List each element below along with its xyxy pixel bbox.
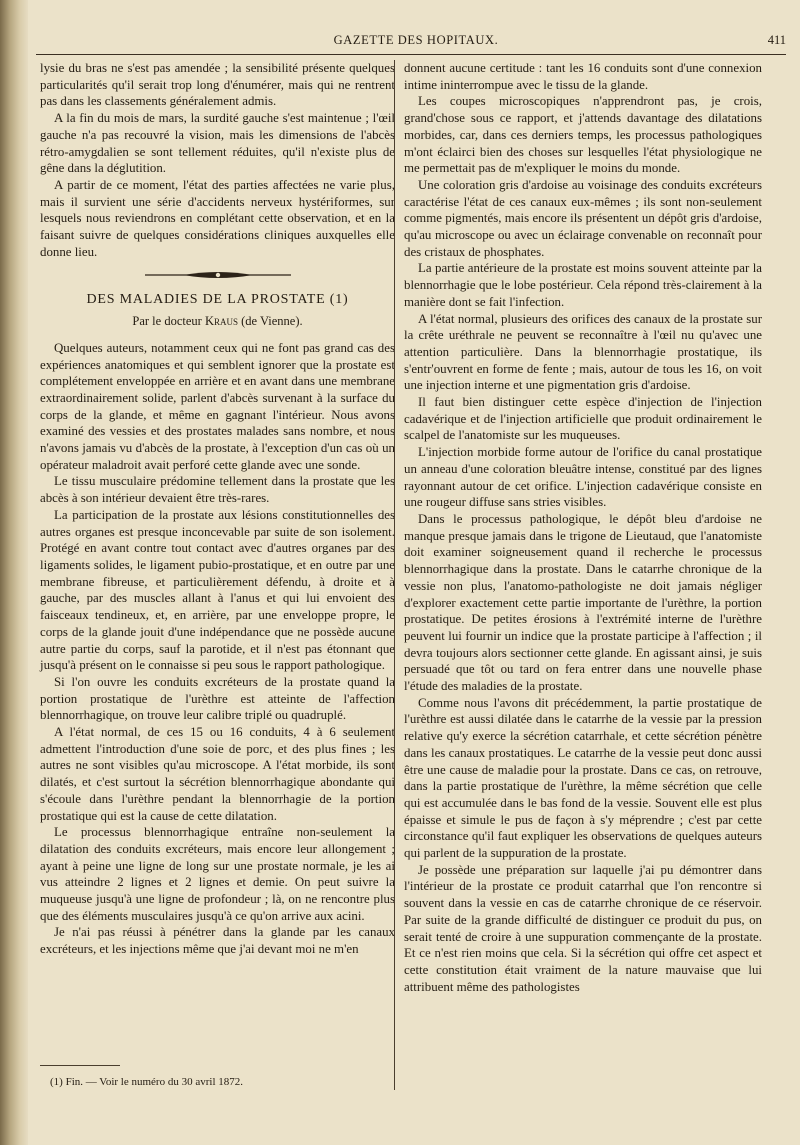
book-binding-edge <box>0 0 28 1145</box>
paragraph: donnent aucune certitude : tant les 16 conduits sont d'une connexion intime ininterrompue avec le tissu de la glande. <box>404 61 762 92</box>
paragraph: lysie du bras ne s'est pas amendée ; la sensibilité présente quelques particularités qu'il serait trop long d'énumérer, mais qui ne rentrent pas dans les classements généralement admis. <box>40 61 395 109</box>
paragraph: A l'état normal, plusieurs des orifices des canaux de la prostate sur la crête uréthrale ne peuvent se reconnaître à l'œil nu qu'avec une attention particulière. Dans la blennorrhagie prostatique, ils s'entr'ouvrent en forme de fente ; mais, autour de tous les 16, on voit une injection interne et une pigmentation gris d'ardoise. <box>404 311 762 393</box>
paragraph: Une coloration gris d'ardoise au voisinage des conduits excréteurs caractérise l'état de ces canaux eux-mêmes ; ils sont non-seulement comme pigmentés, mais encore ils présentent un dépôt gris d'ardoise, qu'au microscope ou avec un éclairage convenable on reconnaît pour des cristaux de phosphates. <box>404 177 762 259</box>
paragraph: La participation de la prostate aux lésions constitutionnelles des autres organes est presque inconcevable par suite de son isolement. Protégé en avant contre tout contact avec d'autres organes par des ligaments solides, le ligament pubio-prostatique, et en outre par une membrane fibreuse, et particulièrement défendu, à droite et à gauche, par des muscles allant à l'anus et qui lui envoient des faisceaux tendineux, et, en arrière, par une enveloppe propre, le corps de la glande jouit d'une indépendance que ne possède aucune autre partie du corps, sauf la parotide, et il n'est pas étonnant que jusqu'à présent on le connaisse si peu sous le rapport pathologique. <box>40 507 395 673</box>
paragraph: L'injection morbide forme autour de l'orifice du canal prostatique un anneau d'une coloration bleuâtre intense, constitué par des lignes rayonnant autour de cet orifice. L'injection cadavérique consiste en une rougeur diffuse sans stries visibles. <box>404 445 762 510</box>
byline-author: Kraus <box>204 314 238 329</box>
paragraph: Je possède une préparation sur laquelle j'ai pu démontrer dans l'intérieur de la prostate ce produit catarrhal que l'on rencontre si souvent dans la vessie en cas de catarrhe chronique de ce réservoir. Par suite de la grande difficulté de distinguer ce produit du pus, on serait tenté de croire à une suppuration commençante de la prostate. Et ce n'est rien moins que cela. Si la sécrétion qui offre cet aspect et cette constitution était vraiment de la nature mauvaise que lui attribuent même des pathologistes <box>404 862 762 994</box>
paragraph: A la fin du mois de mars, la surdité gauche s'est maintenue ; l'œil gauche n'a pas recouvré la vision, mais les dimensions de l'abcès rétro-amygdalien se sont tellement réduites, qu'il n'existe plus de gêne dans la déglutition. <box>40 111 395 176</box>
ornamental-divider-icon <box>143 270 293 280</box>
article-byline <box>40 313 395 330</box>
page-number: 411 <box>767 33 786 47</box>
paragraph: A l'état normal, de ces 15 ou 16 conduits, 4 à 6 seulement admettent l'introduction d'une soie de porc, et des plus fines ; les autres ne sont visibles qu'au microscope. A l'état morbide, ils sont dilatés, et c'est surtout la sécrétion blennorrhagique abondante qui s'écoule dans l'urèthre pendant la blennorrhagie de la portion prostatique qui est la cause de cette dilatation. <box>40 725 395 823</box>
footnote-rule <box>40 1065 120 1066</box>
paragraph: A partir de ce moment, l'état des parties affectées ne varie plus, mais il survient une série d'accidents nerveux hystériformes, sur lesquels nous reviendrons en complétant cette observation, et en la faisant suivre de quelques considérations cliniques auxquelles elle donne lieu. <box>40 177 395 259</box>
page-header <box>36 30 786 50</box>
paragraph: Quelques auteurs, notamment ceux qui ne font pas grand cas des expériences anatomiques et qui semblent ignorer que la prostate est complétement enveloppée en arrière et en avant dans une membrane extraordinairement solide, parlent d'abcès survenant à la surface du corps de la glande, et même en gagnant l'intérieur. Nous avons examiné des vessies et des prostates malades sans nombre, et nous n'avons jamais vu d'abcès de la prostate, à l'exception d'un cas où un opérateur maladroit avait perforé cette glande avec une sonde. <box>40 340 395 472</box>
paragraph: Dans le processus pathologique, le dépôt bleu d'ardoise ne manque presque jamais dans le trigone de Lieutaud, que l'anatomiste doit examiner soigneusement quand il recherche le processus blennorrhagique dans la prostate. Dans le catarrhe chronique de la vessie non plus, l'anatomo-pathologiste ne doit jamais négliger d'explorer exactement cette partie importante de l'urèthre, la portion prostatique. De petites érosions à l'extrémité interne de l'urèthre peuvent lui fournir un indice que la prostate participe à l'affection ; il devra toujours alors sectionner cette glande. En agissant ainsi, je suis persuadé que tôt ou tard on fera entrer dans une nouvelle phase l'étude des maladies de la prostate. <box>404 511 762 694</box>
paragraph: Il faut bien distinguer cette espèce d'injection de l'injection cadavérique et de l'injection artificielle que produit ordinairement le scalpel de l'anatomiste sur les muqueuses. <box>404 395 762 443</box>
paragraph: Je n'ai pas réussi à pénétrer dans la glande par les canaux excréteurs, et les injections même que j'ai devant moi ne m'en <box>40 925 395 957</box>
paragraph: Si l'on ouvre les conduits excréteurs de la prostate quand la portion prostatique de l'urèthre est atteinte de l'affection blennorrhagique, on trouve leur calibre triplé ou quadruplé. <box>40 674 395 723</box>
paragraph: Les coupes microscopiques n'apprendront pas, je crois, grand'chose sous ce rapport, et j'attends davantage des dilatations morbides, car, dans ces derniers temps, les processus pathologiques m'ont éclairci bien des choses sur lesquelles l'état physiologique ne me permettait pas de m'expliquer le moins du monde. <box>404 94 762 176</box>
newspaper-page <box>28 0 800 1145</box>
article-title: DES MALADIES DE LA PROSTATE (1) <box>86 292 349 308</box>
paragraph: La partie antérieure de la prostate est moins souvent atteinte par la blennorrhagie que le lobe postérieur. Cela répond très-clairement à la manière dont se fait l'infection. <box>404 261 762 309</box>
byline-suffix: (de Vienne). <box>241 314 303 329</box>
journal-title: GAZETTE DES HOPITAUX. <box>333 33 499 47</box>
header-rule <box>36 54 786 55</box>
column-divider <box>394 60 395 1090</box>
left-column <box>40 60 395 958</box>
byline-prefix: Par le docteur <box>132 314 202 329</box>
footnote: (1) Fin. — Voir le numéro du 30 avril 1872. <box>50 1076 243 1088</box>
right-column <box>404 60 762 995</box>
paragraph: Le processus blennorrhagique entraîne non-seulement la dilatation des conduits excréteurs, mais encore leur allongement ; ayant à peine une ligne de long sur une prostate normale, je les ai vus atteindre 2 lignes et 2 lignes et demie. On peut suivre la muqueuse jusqu'à une ligne de profondeur ; là, on ne rencontre plus que des éléments musculaires jusqu'à ce qu'on arrive aux acini. <box>40 825 395 923</box>
paragraph: Comme nous l'avons dit précédemment, la partie prostatique de l'urèthre est aussi dilatée dans le catarrhe de la vessie par la pression relative qu'y exerce la sécrétion catarrhale, et cette sécrétion pénètre dans les canaux prostatiques. Le catarrhe de la vessie peut donc aussi être une cause de maladie pour la prostate. Dans ce cas, on retrouve, dans la partie prostatique de l'urèthre, la même sécrétion que celle qui est accumulée dans le bas fond de la vessie. Souvent elle est plus épaisse et simule le pus de façon à s'y méprendre ; c'est par cette circonstance qu'il faut expliquer les observations de quelques auteurs qui parlent de la suppuration de la prostate. <box>404 695 762 861</box>
paragraph: Le tissu musculaire prédomine tellement dans la prostate que les abcès à son intérieur devaient être très-rares. <box>40 474 395 506</box>
